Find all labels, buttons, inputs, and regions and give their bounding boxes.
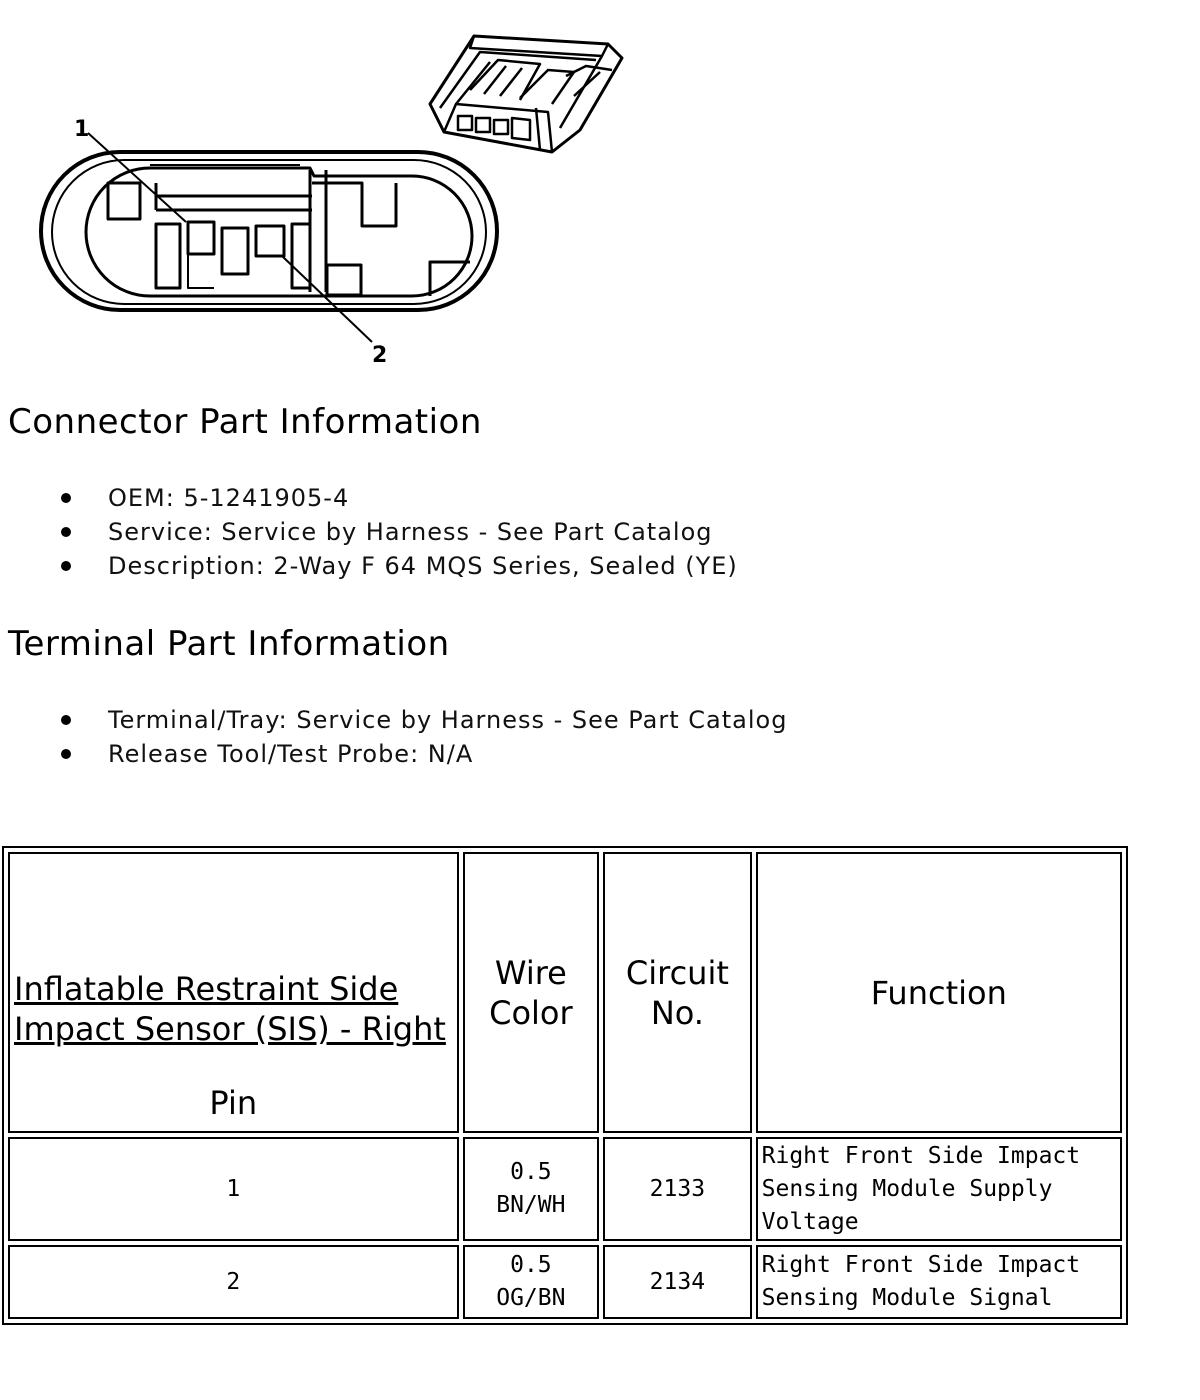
callout-label-2: 2 bbox=[372, 343, 388, 368]
pin-column-header bbox=[8, 852, 459, 1133]
bullet-icon bbox=[61, 527, 71, 537]
wire-color: BN/WH bbox=[496, 1192, 566, 1218]
function-cell: Right Front Side Impact Sensing Module Signal bbox=[756, 1245, 1122, 1319]
terminal-part-info-list bbox=[58, 703, 787, 771]
connector-inner-cavity bbox=[86, 168, 472, 296]
list-item bbox=[58, 549, 738, 583]
circuit-no-header: Circuit No. bbox=[603, 852, 752, 1133]
table-row bbox=[8, 1137, 1122, 1241]
bullet-icon bbox=[61, 561, 71, 571]
pin-header-label: Pin bbox=[209, 1084, 258, 1122]
terminal-part-info-heading: Terminal Part Information bbox=[8, 624, 450, 664]
bullet-icon bbox=[61, 493, 71, 503]
connector-perspective-view bbox=[430, 36, 622, 152]
pin-cell: 2 bbox=[8, 1245, 459, 1319]
list-item bbox=[58, 737, 787, 771]
wire-color: OG/BN bbox=[496, 1285, 566, 1311]
pin-cell: 1 bbox=[8, 1137, 459, 1241]
wire-color-cell bbox=[463, 1245, 599, 1319]
circuit-cell: 2133 bbox=[603, 1137, 752, 1241]
pinout-table bbox=[2, 846, 1128, 1325]
list-item bbox=[58, 703, 787, 737]
terminal-1 bbox=[188, 222, 214, 254]
wire-size: 0.5 bbox=[510, 1252, 552, 1278]
service-info: Service: Service by Harness - See Part Catalog bbox=[108, 518, 713, 546]
connector-part-info-heading: Connector Part Information bbox=[8, 402, 482, 442]
bullet-icon bbox=[61, 749, 71, 759]
list-item bbox=[58, 515, 738, 549]
function-header: Function bbox=[756, 852, 1122, 1133]
callout-leader-1 bbox=[88, 133, 186, 222]
terminal-cavity bbox=[292, 224, 310, 288]
wire-color-header: Wire Color bbox=[463, 852, 599, 1133]
circuit-cell: 2134 bbox=[603, 1245, 752, 1319]
wire-size: 0.5 bbox=[510, 1159, 552, 1185]
connector-diagram bbox=[0, 0, 700, 380]
terminal-2 bbox=[256, 226, 284, 256]
connector-description: Description: 2-Way F 64 MQS Series, Sealed (YE) bbox=[108, 552, 738, 580]
table-header-row bbox=[8, 852, 1122, 1133]
terminal-cavity bbox=[222, 228, 248, 274]
bullet-icon bbox=[61, 715, 71, 725]
terminal-cavity bbox=[156, 224, 180, 288]
release-tool-info: Release Tool/Test Probe: N/A bbox=[108, 740, 474, 768]
oem-part-number: OEM: 5-1241905-4 bbox=[108, 484, 350, 512]
table-row bbox=[8, 1245, 1122, 1319]
function-cell: Right Front Side Impact Sensing Module Supply Voltage bbox=[756, 1137, 1122, 1241]
list-item bbox=[58, 481, 738, 515]
terminal-tray-info: Terminal/Tray: Service by Harness - See Part Catalog bbox=[108, 706, 788, 734]
connector-part-info-list bbox=[58, 481, 738, 583]
wire-color-cell bbox=[463, 1137, 599, 1241]
callout-label-1: 1 bbox=[74, 117, 90, 142]
component-link[interactable]: Inflatable Restraint Side Impact Sensor (SIS) - Right bbox=[14, 970, 446, 1048]
